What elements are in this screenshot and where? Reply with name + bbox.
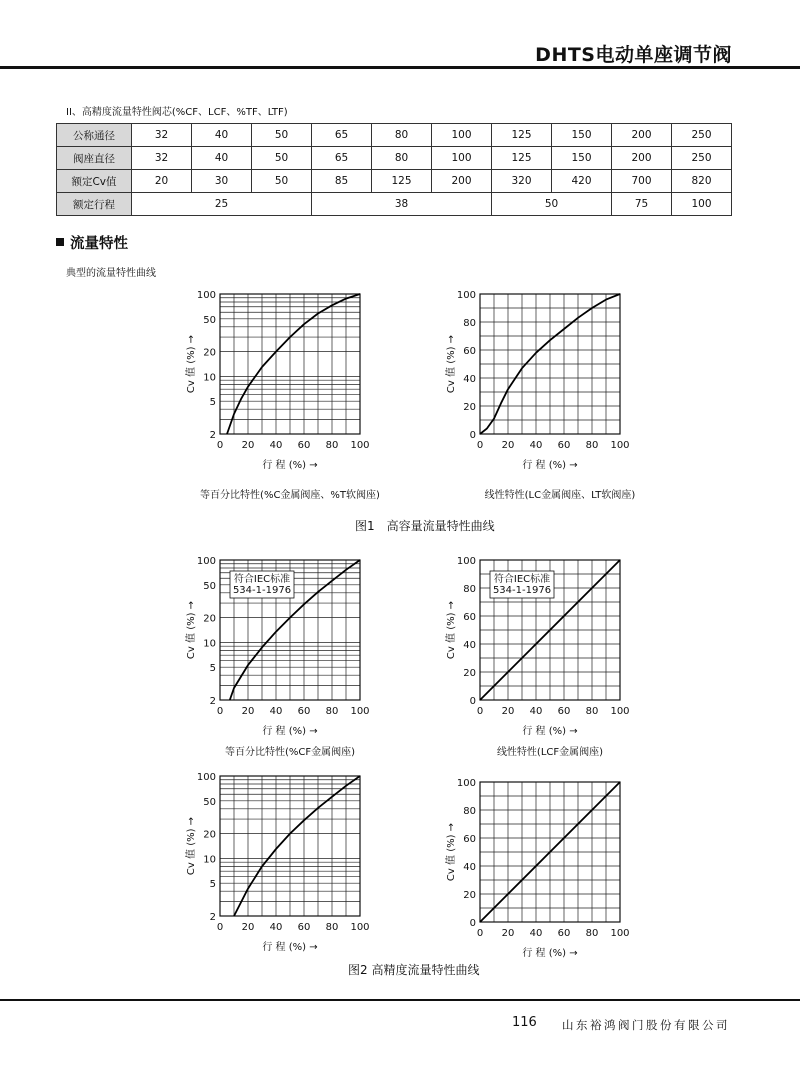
- spec-cell: 50: [252, 124, 312, 147]
- x-axis-label: 行 程 (%) →: [522, 460, 578, 471]
- y-axis-label: Cv 值 (%) →: [186, 334, 197, 394]
- x-tick-label: 0: [216, 440, 224, 451]
- y-tick-label: 5: [209, 397, 216, 409]
- x-tick-label: 100: [350, 922, 370, 933]
- x-tick-label: 80: [585, 440, 599, 451]
- spec-cell: 100: [672, 193, 732, 216]
- spec-cell: 420: [552, 170, 612, 193]
- spec-cell: 125: [372, 170, 432, 193]
- spec-cell: 125: [492, 147, 552, 170]
- x-tick-label: 60: [557, 706, 571, 717]
- x-tick-label: 0: [216, 922, 224, 933]
- spec-cell: 700: [612, 170, 672, 193]
- iec-note-line: 符合IEC标准: [493, 574, 551, 585]
- y-tick-label: 0: [469, 430, 476, 441]
- spec-cell: 65: [312, 124, 372, 147]
- x-axis-label: 行 程 (%) →: [522, 726, 578, 737]
- chart-linear-high-precision: [440, 772, 660, 968]
- x-tick-label: 40: [529, 440, 543, 451]
- x-tick-label: 20: [501, 440, 515, 451]
- y-axis-label: Cv 值 (%) →: [446, 822, 457, 882]
- x-tick-label: 0: [476, 706, 484, 717]
- x-tick-label: 100: [610, 928, 630, 939]
- spec-cell: 40: [192, 147, 252, 170]
- x-tick-label: 40: [269, 922, 283, 933]
- x-tick-label: 20: [501, 928, 515, 939]
- spec-row-label: 额定行程: [57, 193, 132, 216]
- flow-heading-text: 流量特性: [70, 236, 128, 252]
- x-tick-label: 100: [350, 440, 370, 451]
- chart-equal-percentage-high-capacity: [180, 284, 400, 480]
- y-tick-label: 2: [209, 696, 216, 707]
- spec-row-label: 额定Cv值: [57, 170, 132, 193]
- y-tick-label: 80: [463, 318, 476, 329]
- y-tick-label: 20: [463, 402, 476, 413]
- y-tick-label: 20: [203, 347, 216, 359]
- x-tick-label: 0: [476, 928, 484, 939]
- spec-row-label: 公称通径: [57, 124, 132, 147]
- y-tick-label: 2: [209, 430, 216, 441]
- y-axis-label: Cv 值 (%) →: [446, 334, 457, 394]
- document-title: DHTS电动单座调节阀: [535, 44, 732, 66]
- spec-row: [57, 170, 732, 193]
- footer-rule: [0, 999, 800, 1001]
- y-axis-label: Cv 值 (%) →: [446, 600, 457, 660]
- flow-heading: [56, 232, 128, 253]
- spec-table: [56, 123, 732, 216]
- figure-1-caption: 图1 高容量流量特性曲线: [355, 519, 495, 533]
- x-tick-label: 80: [325, 440, 339, 451]
- iec-note-line: 534-1-1976: [492, 585, 552, 596]
- y-tick-label: 60: [463, 346, 476, 357]
- x-tick-label: 40: [529, 706, 543, 717]
- x-tick-label: 0: [476, 440, 484, 451]
- spec-cell: 20: [132, 170, 192, 193]
- y-tick-label: 80: [463, 806, 476, 817]
- spec-cell: 75: [612, 193, 672, 216]
- chart-1-caption: 线性特性(LC金属阀座、LT软阀座): [484, 490, 636, 501]
- spec-subtitle: II、高精度流量特性阀芯(%CF、LCF、%TF、LTF): [66, 107, 288, 118]
- x-tick-label: 20: [241, 706, 255, 717]
- y-tick-label: 20: [203, 829, 216, 841]
- spec-cell: 250: [672, 124, 732, 147]
- typical-curves-label: 典型的流量特性曲线: [66, 268, 156, 279]
- chart-2-caption: 等百分比特性(%CF金属阀座): [224, 747, 356, 758]
- x-tick-label: 20: [241, 440, 255, 451]
- spec-cell: 32: [132, 124, 192, 147]
- x-axis-label: 行 程 (%) →: [262, 726, 318, 737]
- x-tick-label: 20: [241, 922, 255, 933]
- spec-row-label: 阀座直径: [57, 147, 132, 170]
- spec-cell: 25: [132, 193, 312, 216]
- y-tick-label: 5: [209, 663, 216, 675]
- y-tick-label: 50: [203, 314, 216, 326]
- x-axis-label: 行 程 (%) →: [262, 460, 318, 471]
- y-tick-label: 100: [456, 290, 476, 301]
- y-tick-label: 10: [203, 372, 216, 384]
- y-tick-label: 20: [463, 890, 476, 901]
- x-tick-label: 60: [557, 928, 571, 939]
- chart-linear-lcf: [440, 550, 660, 746]
- iec-note-line: 534-1-1976: [232, 585, 292, 596]
- x-tick-label: 80: [325, 706, 339, 717]
- y-tick-label: 50: [203, 580, 216, 592]
- spec-cell: 150: [552, 147, 612, 170]
- spec-cell: 100: [432, 147, 492, 170]
- spec-cell: 65: [312, 147, 372, 170]
- series-line: [234, 776, 360, 916]
- y-tick-label: 40: [463, 862, 476, 873]
- x-tick-label: 40: [269, 706, 283, 717]
- x-tick-label: 100: [610, 440, 630, 451]
- chart-0-caption: 等百分比特性(%C金属阀座、%T软阀座): [200, 490, 380, 501]
- y-tick-label: 100: [196, 772, 216, 783]
- x-tick-label: 60: [297, 922, 311, 933]
- page-number: 116: [512, 1015, 537, 1030]
- y-tick-label: 100: [456, 556, 476, 567]
- y-tick-label: 40: [463, 640, 476, 651]
- spec-cell: 125: [492, 124, 552, 147]
- y-tick-label: 2: [209, 912, 216, 923]
- x-tick-label: 60: [297, 440, 311, 451]
- spec-cell: 40: [192, 124, 252, 147]
- y-tick-label: 20: [463, 668, 476, 679]
- series-line: [227, 294, 360, 434]
- y-tick-label: 10: [203, 854, 216, 866]
- y-tick-label: 60: [463, 612, 476, 623]
- header-rule: [0, 66, 800, 69]
- x-tick-label: 0: [216, 706, 224, 717]
- spec-row: [57, 193, 732, 216]
- spec-row: [57, 124, 732, 147]
- x-tick-label: 80: [585, 928, 599, 939]
- y-tick-label: 40: [463, 374, 476, 385]
- y-tick-label: 50: [203, 796, 216, 808]
- y-tick-label: 100: [196, 290, 216, 301]
- y-tick-label: 5: [209, 879, 216, 891]
- spec-cell: 100: [432, 124, 492, 147]
- y-tick-label: 0: [469, 918, 476, 929]
- spec-cell: 80: [372, 147, 432, 170]
- spec-cell: 80: [372, 124, 432, 147]
- chart-equal-percentage-cf: [180, 550, 400, 746]
- spec-cell: 38: [312, 193, 492, 216]
- spec-cell: 50: [252, 170, 312, 193]
- chart-3-caption: 线性特性(LCF金属阀座): [496, 747, 604, 758]
- spec-cell: 50: [492, 193, 612, 216]
- spec-cell: 200: [432, 170, 492, 193]
- y-tick-label: 100: [196, 556, 216, 567]
- y-tick-label: 60: [463, 834, 476, 845]
- y-axis-label: Cv 值 (%) →: [186, 600, 197, 660]
- spec-cell: 30: [192, 170, 252, 193]
- y-tick-label: 0: [469, 696, 476, 707]
- spec-cell: 32: [132, 147, 192, 170]
- y-tick-label: 80: [463, 584, 476, 595]
- spec-row: [57, 147, 732, 170]
- company-name: 山东裕鸿阀门股份有限公司: [562, 1018, 730, 1032]
- x-tick-label: 80: [585, 706, 599, 717]
- x-tick-label: 60: [297, 706, 311, 717]
- spec-cell: 200: [612, 147, 672, 170]
- figure-2-caption: 图2 高精度流量特性曲线: [348, 963, 480, 977]
- chart-equal-percentage-high-precision: [180, 766, 400, 962]
- y-tick-label: 20: [203, 613, 216, 625]
- spec-cell: 150: [552, 124, 612, 147]
- x-tick-label: 40: [269, 440, 283, 451]
- bullet-square-icon: [56, 238, 64, 246]
- spec-cell: 250: [672, 147, 732, 170]
- x-tick-label: 100: [610, 706, 630, 717]
- spec-cell: 320: [492, 170, 552, 193]
- y-tick-label: 100: [456, 778, 476, 789]
- x-tick-label: 20: [501, 706, 515, 717]
- x-axis-label: 行 程 (%) →: [262, 942, 318, 953]
- spec-cell: 820: [672, 170, 732, 193]
- y-axis-label: Cv 值 (%) →: [186, 816, 197, 876]
- x-tick-label: 80: [325, 922, 339, 933]
- chart-linear-high-capacity: [440, 284, 660, 480]
- x-tick-label: 60: [557, 440, 571, 451]
- y-tick-label: 10: [203, 638, 216, 650]
- spec-cell: 85: [312, 170, 372, 193]
- x-tick-label: 100: [350, 706, 370, 717]
- spec-cell: 200: [612, 124, 672, 147]
- x-axis-label: 行 程 (%) →: [522, 948, 578, 959]
- iec-note-line: 符合IEC标准: [233, 574, 291, 585]
- spec-cell: 50: [252, 147, 312, 170]
- x-tick-label: 40: [529, 928, 543, 939]
